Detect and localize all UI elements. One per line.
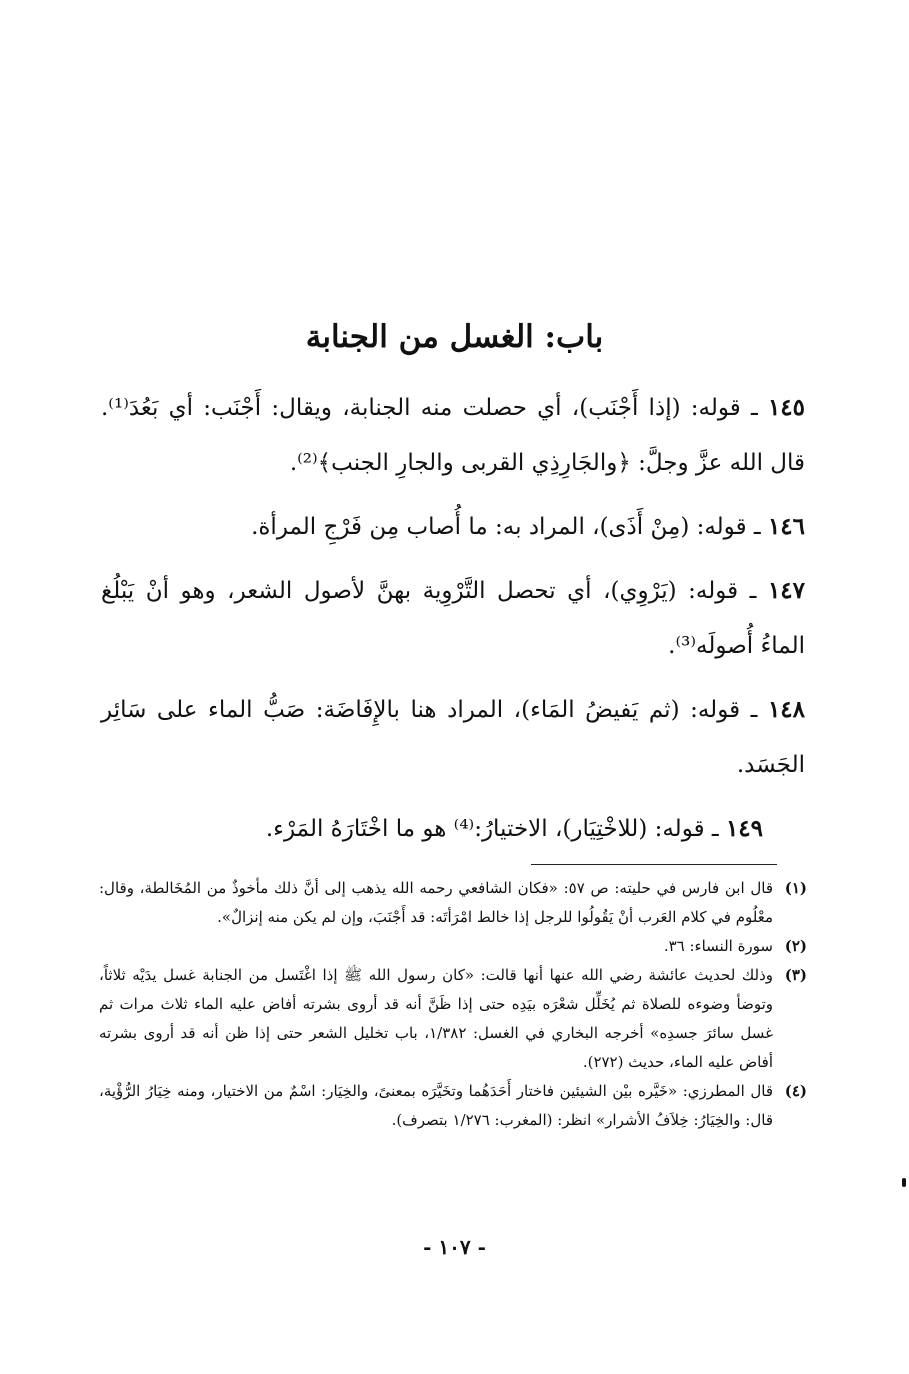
entry-text: ـ قوله: (ثم يَفيضُ المَاء)، المراد هنا بالإِفَاضَة: صَبُّ الماء على سَائِر الجَسَد.: [101, 697, 805, 778]
entry-text: ـ قوله: (للاخْتِيَار)، الاختيارُ:⁽⁴⁾ هو ما اخْتَارَهُ المَرْء.: [265, 816, 719, 842]
entry-145: [101, 380, 805, 491]
footnotes: [99, 874, 807, 1135]
footnote-marker: (٢): [784, 937, 807, 955]
footnote-divider: [531, 864, 777, 865]
entry-147: [101, 563, 805, 674]
entry-146: [101, 499, 805, 555]
entry-148: [101, 682, 805, 793]
footnote-text: قال ابن فارس في حليته: ص ٥٧: «فكان الشافعي رحمه الله يذهب إلى أنَّ ذلك مأخوذٌ من المُخَالطة، وقال: معْلُوم في كلام العَرب أنْ يَقُولُوا للرجل إذا خالط امْرَأتَه: قد أَجْنَبَ، وإن لم يكن منه إنزالٌ».: [99, 879, 773, 926]
footnote-marker: (٤): [784, 1082, 807, 1100]
footnote-text: سورة النساء: ٣٦.: [663, 937, 773, 955]
chapter-heading: باب: الغسل من الجنابة: [305, 319, 604, 355]
footnote-3: [99, 961, 807, 1077]
footnote-marker: (١): [784, 879, 807, 897]
footnote-text: وذلك لحديث عائشة رضي الله عنها أنها قالت: «كان رسول الله ﷺ إذا اغْتَسل من الجنابة غسل يدَيْه ثلاثاً، وتوضأ وضوءه للصلاة ثم يُخَلِّل شعْرَه بيَدِه حتى إذا ظَنَّ أنه قد أروى بشرته أفاض عليه الماء ثلاث مرات ثم غسل سائرَ جسدِه» أخرجه البخاري في الغسل: ١/٣٨٢، باب تخليل الشعر حتى إذا ظن أنه قد أروى بشرته أفاض عليه الماء، حديث (٢٧٢).: [99, 966, 773, 1071]
main-text: [101, 380, 805, 865]
entry-number: ١٤٥: [767, 394, 806, 421]
entry-text: ـ قوله: (يَرْوِي)، أي تحصل التَّرْوِية بهنَّ لأصول الشعر، وهو أنْ يَبْلُغ الماءُ أُصولَه⁽³⁾.: [101, 578, 805, 659]
page-number: - ١٠٧ -: [423, 1235, 486, 1259]
footnote-2: [99, 932, 807, 961]
entry-number: ١٤٦: [767, 513, 805, 540]
entry-number: ١٤٨: [767, 696, 805, 723]
footnote-text: قال المطرزي: «خَيَّره بيْن الشيئين فاختار أَحَدَهُما وتخَيَّرَه بمعنىً، والخِيَار: اسْمٌ من الاختيار، ومنه خِيَارُ الرُّؤْية، قال: والخِيَارُ: خِلاَفُ الأشرار» انظر: (المغرب: ١/٢٧٦ بتصرف).: [99, 1082, 773, 1129]
scan-edge-mark: [902, 1178, 906, 1187]
entry-149: [101, 801, 805, 857]
footnote-1: [99, 874, 807, 932]
footnote-marker: (٣): [784, 966, 807, 984]
footnote-4: [99, 1077, 807, 1135]
entry-text: ـ قوله: (إذا أَجْنَب)، أي حصلت منه الجنابة، ويقال: أَجْنَب: أي بَعُدَ⁽¹⁾. قال الله عزَّ وجلَّ: ﴿والجَارِذِي القربى والجارِ الجنب﴾⁽²⁾.: [101, 395, 805, 476]
entry-text: ـ قوله: (مِنْ أَذَى)، المراد به: ما أُصاب مِن فَرْجِ المرأة.: [251, 514, 761, 540]
entry-number: ١٤٧: [767, 577, 805, 604]
entry-number: ١٤٩: [725, 815, 763, 842]
